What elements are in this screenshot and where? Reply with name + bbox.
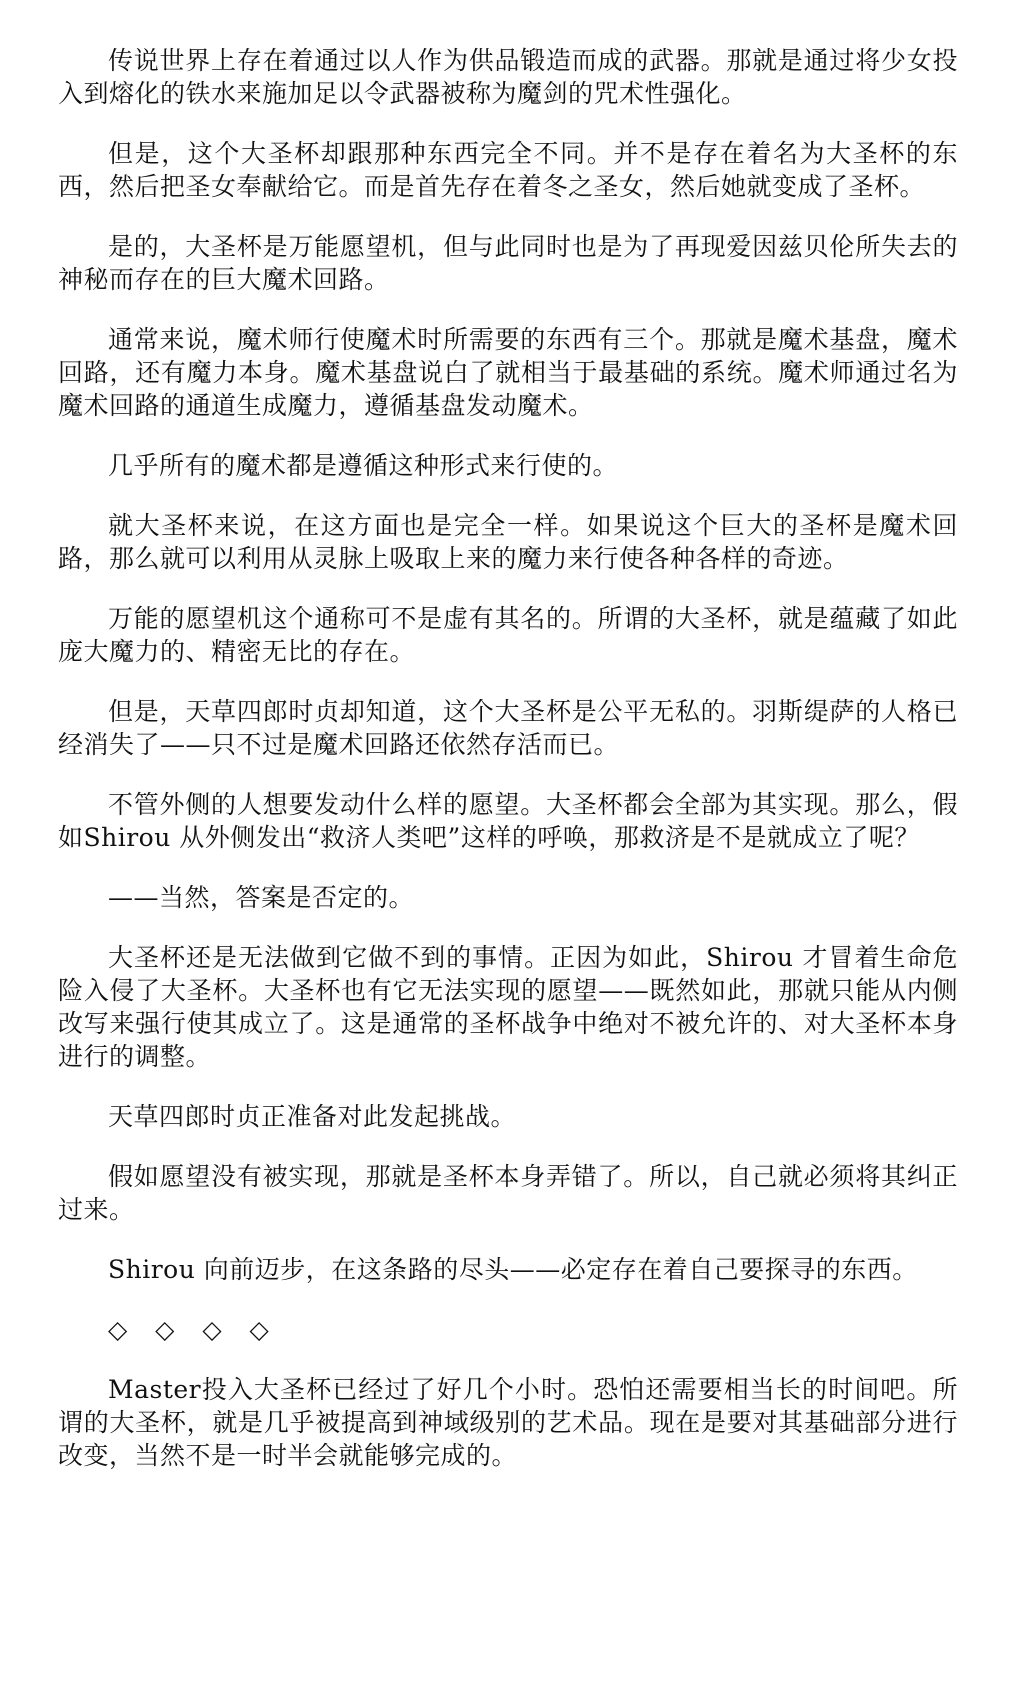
paragraph: 通常来说，魔术师行使魔术时所需要的东西有三个。那就是魔术基盘，魔术回路，还有魔力本身。魔术基盘说白了就相当于最基础的系统。魔术师通过名为魔术回路的通道生成魔力，遵循基盘发动魔术。 bbox=[58, 325, 958, 420]
paragraph: 几乎所有的魔术都是遵循这种形式来行使的。 bbox=[108, 451, 619, 480]
scene-break: ◇ ◇ ◇ ◇ bbox=[108, 1315, 279, 1344]
document-body bbox=[58, 44, 958, 1499]
paragraph: 不管外侧的人想要发动什么样的愿望。大圣杯都会全部为其实现。那么，假如Shirou 从外侧发出“救济人类吧”这样的呼唤，那救济是不是就成立了呢？ bbox=[58, 790, 958, 852]
paragraph: 但是，这个大圣杯却跟那种东西完全不同。并不是存在着名为大圣杯的东西，然后把圣女奉献给它。而是首先存在着冬之圣女，然后她就变成了圣杯。 bbox=[58, 139, 958, 201]
paragraph-final: Master投入大圣杯已经过了好几个小时。恐怕还需要相当长的时间吧。所谓的大圣杯，就是几乎被提高到神域级别的艺术品。现在是要对其基础部分进行改变，当然不是一时半会就能够完成的。 bbox=[58, 1375, 958, 1470]
paragraph: 是的，大圣杯是万能愿望机，但与此同时也是为了再现爱因兹贝伦所失去的神秘而存在的巨大魔术回路。 bbox=[58, 232, 958, 294]
paragraph: ——当然，答案是否定的。 bbox=[108, 883, 415, 912]
paragraph: 大圣杯还是无法做到它做不到的事情。正因为如此，Shirou 才冒着生命危险入侵了大圣杯。大圣杯也有它无法实现的愿望——既然如此，那就只能从内侧改写来强行使其成立了。这是通常的圣杯战争中绝对不被允许的、对大圣杯本身进行的调整。 bbox=[58, 943, 958, 1071]
paragraph: Shirou 向前迈步，在这条路的尽头——必定存在着自己要探寻的东西。 bbox=[108, 1255, 918, 1284]
paragraph: 但是，天草四郎时贞却知道，这个大圣杯是公平无私的。羽斯缇萨的人格已经消失了——只不过是魔术回路还依然存活而已。 bbox=[58, 697, 958, 759]
paragraph: 传说世界上存在着通过以人作为供品锻造而成的武器。那就是通过将少女投入到熔化的铁水来施加足以令武器被称为魔剑的咒术性强化。 bbox=[58, 46, 958, 108]
paragraph: 就大圣杯来说，在这方面也是完全一样。如果说这个巨大的圣杯是魔术回路，那么就可以利用从灵脉上吸取上来的魔力来行使各种各样的奇迹。 bbox=[58, 511, 958, 573]
paragraph: 假如愿望没有被实现，那就是圣杯本身弄错了。所以，自己就必须将其纠正过来。 bbox=[58, 1162, 958, 1224]
paragraph: 万能的愿望机这个通称可不是虚有其名的。所谓的大圣杯，就是蕴藏了如此庞大魔力的、精密无比的存在。 bbox=[58, 604, 958, 666]
paragraph: 天草四郎时贞正准备对此发起挑战。 bbox=[108, 1102, 517, 1131]
